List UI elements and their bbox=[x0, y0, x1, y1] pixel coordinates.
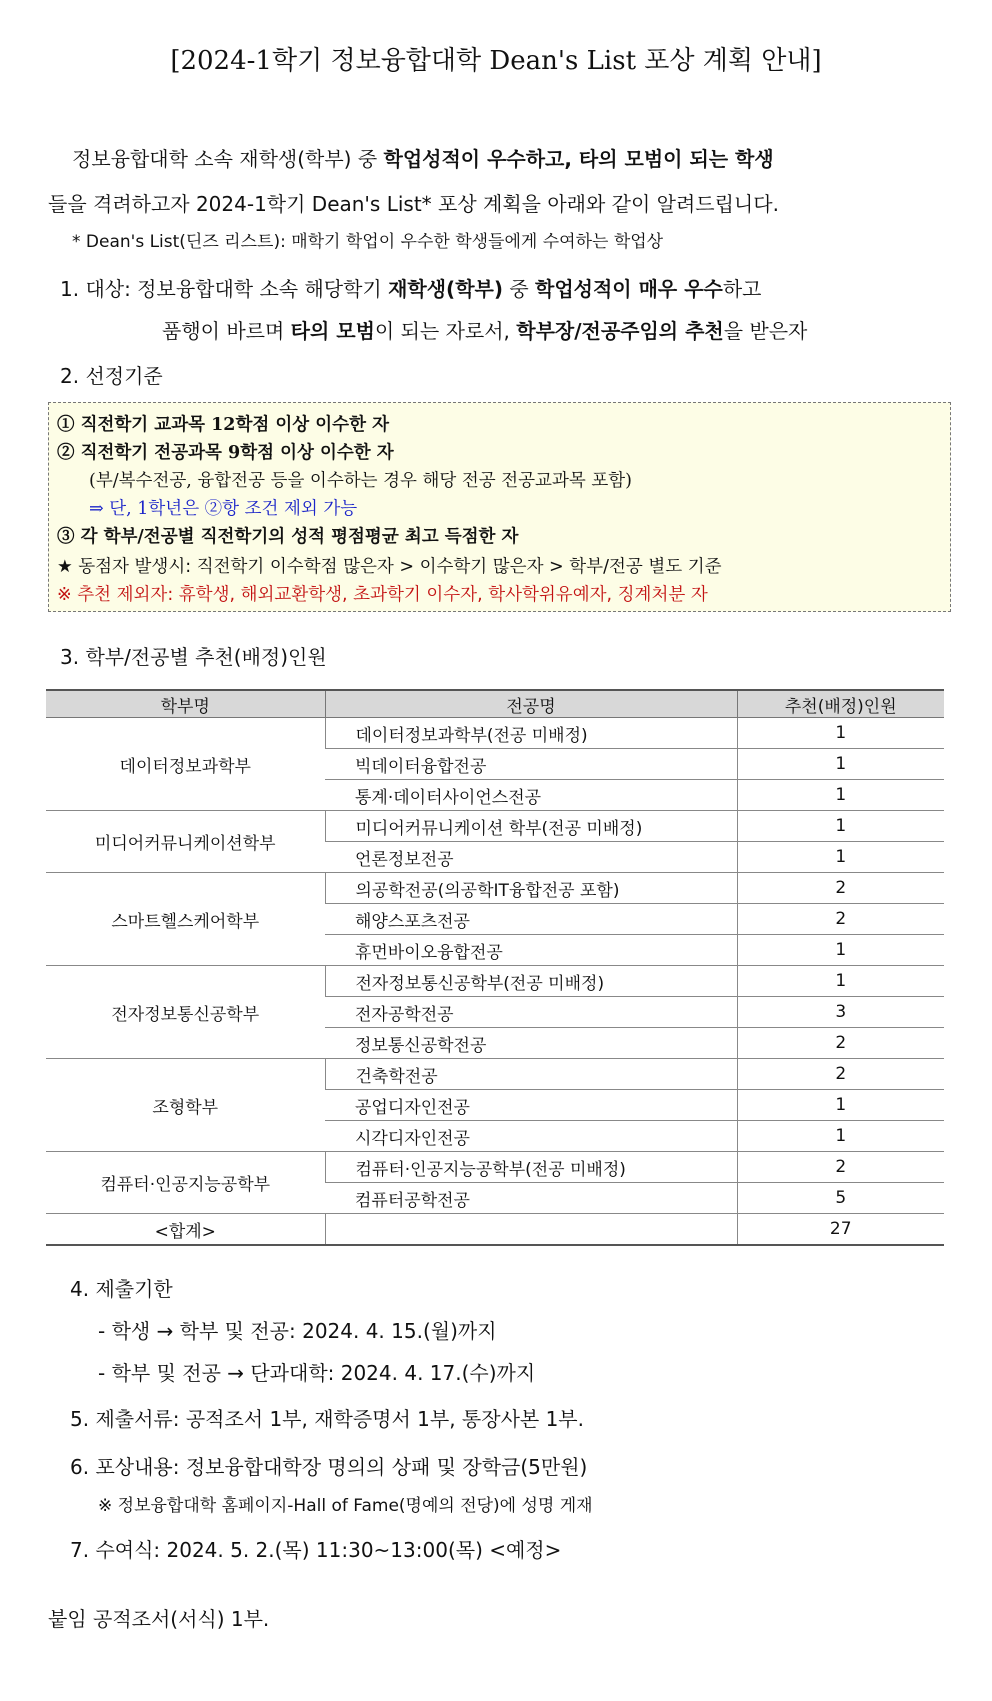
table-header-row bbox=[46, 690, 944, 718]
section-1-line-2: 품행이 바르며 타의 모범이 되는 자로서, 학부장/전공주임의 추천을 받은자 bbox=[162, 319, 808, 343]
section-5: 5. 제출서류: 공적조서 1부, 재학증명서 1부, 통장사본 1부. bbox=[70, 1407, 584, 1431]
deadline-student: - 학생 → 학부 및 전공: 2024. 4. 15.(월)까지 bbox=[98, 1319, 497, 1343]
dept-cell: 조형학부 bbox=[46, 1059, 325, 1152]
section-6: 6. 포상내용: 정보융합대학장 명의의 상패 및 장학금(5만원) bbox=[70, 1455, 588, 1479]
section-3-heading: 3. 학부/전공별 추천(배정)인원 bbox=[60, 645, 327, 669]
count-cell: 1 bbox=[737, 718, 944, 749]
count-cell: 2 bbox=[737, 873, 944, 904]
count-cell: 1 bbox=[737, 1121, 944, 1152]
page-title: [2024-1학기 정보융합대학 Dean's List 포상 계획 안내] bbox=[170, 46, 822, 76]
section-4-heading: 4. 제출기한 bbox=[70, 1277, 173, 1301]
major-cell: 휴먼바이오융합전공 bbox=[325, 935, 737, 966]
criterion-2-exception: ⇒ 단, 1학년은 ②항 조건 제외 가능 bbox=[89, 499, 358, 519]
count-cell: 2 bbox=[737, 904, 944, 935]
section-2-heading: 2. 선정기준 bbox=[60, 364, 163, 388]
criterion-2: ② 직전학기 전공과목 9학점 이상 이수한 자 bbox=[57, 443, 394, 463]
major-cell: 정보통신공학전공 bbox=[325, 1028, 737, 1059]
count-cell: 1 bbox=[737, 935, 944, 966]
major-cell: 해양스포츠전공 bbox=[325, 904, 737, 935]
major-cell: 통계·데이터사이언스전공 bbox=[325, 780, 737, 811]
count-cell: 2 bbox=[737, 1059, 944, 1090]
dept-cell: 스마트헬스케어학부 bbox=[46, 873, 325, 966]
total-count: 27 bbox=[737, 1214, 944, 1246]
count-cell: 1 bbox=[737, 811, 944, 842]
intro-line-2: 들을 격려하고자 2024-1학기 Dean's List* 포상 계획을 아래와 같이 알려드립니다. bbox=[48, 192, 779, 216]
major-cell: 의공학전공(의공학IT융합전공 포함) bbox=[325, 873, 737, 904]
major-cell: 전자공학전공 bbox=[325, 997, 737, 1028]
count-cell: 1 bbox=[737, 780, 944, 811]
section-6-note: ※ 정보융합대학 홈페이지-Hall of Fame(명예의 전당)에 성명 게재 bbox=[98, 1496, 593, 1516]
criterion-3: ③ 각 학부/전공별 직전학기의 성적 평점평균 최고 득점한 자 bbox=[57, 527, 519, 547]
count-cell: 1 bbox=[737, 749, 944, 780]
major-cell: 미디어커뮤니케이션 학부(전공 미배정) bbox=[325, 811, 737, 842]
header-major: 전공명 bbox=[325, 690, 737, 718]
intro-text: 정보융합대학 소속 재학생(학부) 중 bbox=[72, 147, 384, 171]
major-cell: 데이터정보과학부(전공 미배정) bbox=[325, 718, 737, 749]
header-count: 추천(배정)인원 bbox=[737, 690, 944, 718]
major-cell: 빅데이터융합전공 bbox=[325, 749, 737, 780]
major-cell: 건축학전공 bbox=[325, 1059, 737, 1090]
count-cell: 1 bbox=[737, 1090, 944, 1121]
dept-cell: 전자정보통신공학부 bbox=[46, 966, 325, 1059]
table-row bbox=[46, 1059, 944, 1090]
table-total-row bbox=[46, 1214, 944, 1246]
attachment-line: 붙임 공적조서(서식) 1부. bbox=[48, 1607, 270, 1631]
count-cell: 3 bbox=[737, 997, 944, 1028]
dept-cell: 컴퓨터·인공지능공학부 bbox=[46, 1152, 325, 1214]
table-row bbox=[46, 966, 944, 997]
count-cell: 1 bbox=[737, 966, 944, 997]
count-cell: 2 bbox=[737, 1028, 944, 1059]
table-row bbox=[46, 873, 944, 904]
criteria-box bbox=[48, 402, 951, 612]
exclusion-rule: ※ 추천 제외자: 휴학생, 해외교환학생, 초과학기 이수자, 학사학위유예자, 징계처분 자 bbox=[57, 585, 708, 605]
major-cell: 컴퓨터·인공지능공학부(전공 미배정) bbox=[325, 1152, 737, 1183]
intro-footnote: * Dean's List(딘즈 리스트): 매학기 학업이 우수한 학생들에게 수여하는 학업상 bbox=[72, 232, 664, 252]
major-cell: 공업디자인전공 bbox=[325, 1090, 737, 1121]
header-dept: 학부명 bbox=[46, 690, 325, 718]
intro-line-1 bbox=[72, 143, 774, 172]
table-row bbox=[46, 1152, 944, 1183]
major-cell: 시각디자인전공 bbox=[325, 1121, 737, 1152]
criterion-2-note: (부/복수전공, 융합전공 등을 이수하는 경우 해당 전공 전공교과목 포함) bbox=[89, 471, 632, 491]
criterion-1: ① 직전학기 교과목 12학점 이상 이수한 자 bbox=[57, 415, 389, 435]
table-row bbox=[46, 718, 944, 749]
section-7: 7. 수여식: 2024. 5. 2.(목) 11:30~13:00(목) <예정> bbox=[70, 1538, 562, 1562]
intro-emphasis: 학업성적이 우수하고, 타의 모범이 되는 학생 bbox=[383, 147, 774, 171]
major-cell: 전자정보통신공학부(전공 미배정) bbox=[325, 966, 737, 997]
tie-rule: ★ 동점자 발생시: 직전학기 이수학점 많은자 > 이수학기 많은자 > 학부/전공 별도 기준 bbox=[57, 557, 722, 577]
allocation-table bbox=[46, 689, 944, 1246]
total-empty-cell bbox=[325, 1214, 737, 1246]
dept-cell: 미디어커뮤니케이션학부 bbox=[46, 811, 325, 873]
major-cell: 컴퓨터공학전공 bbox=[325, 1183, 737, 1214]
table-row bbox=[46, 811, 944, 842]
deadline-dept: - 학부 및 전공 → 단과대학: 2024. 4. 17.(수)까지 bbox=[98, 1361, 536, 1385]
count-cell: 5 bbox=[737, 1183, 944, 1214]
major-cell: 언론정보전공 bbox=[325, 842, 737, 873]
count-cell: 2 bbox=[737, 1152, 944, 1183]
total-label: <합계> bbox=[46, 1214, 325, 1246]
dept-cell: 데이터정보과학부 bbox=[46, 718, 325, 811]
section-1-line-1: 1. 대상: 정보융합대학 소속 해당학기 재학생(학부) 중 학업성적이 매우 우수하고 bbox=[60, 277, 762, 301]
count-cell: 1 bbox=[737, 842, 944, 873]
